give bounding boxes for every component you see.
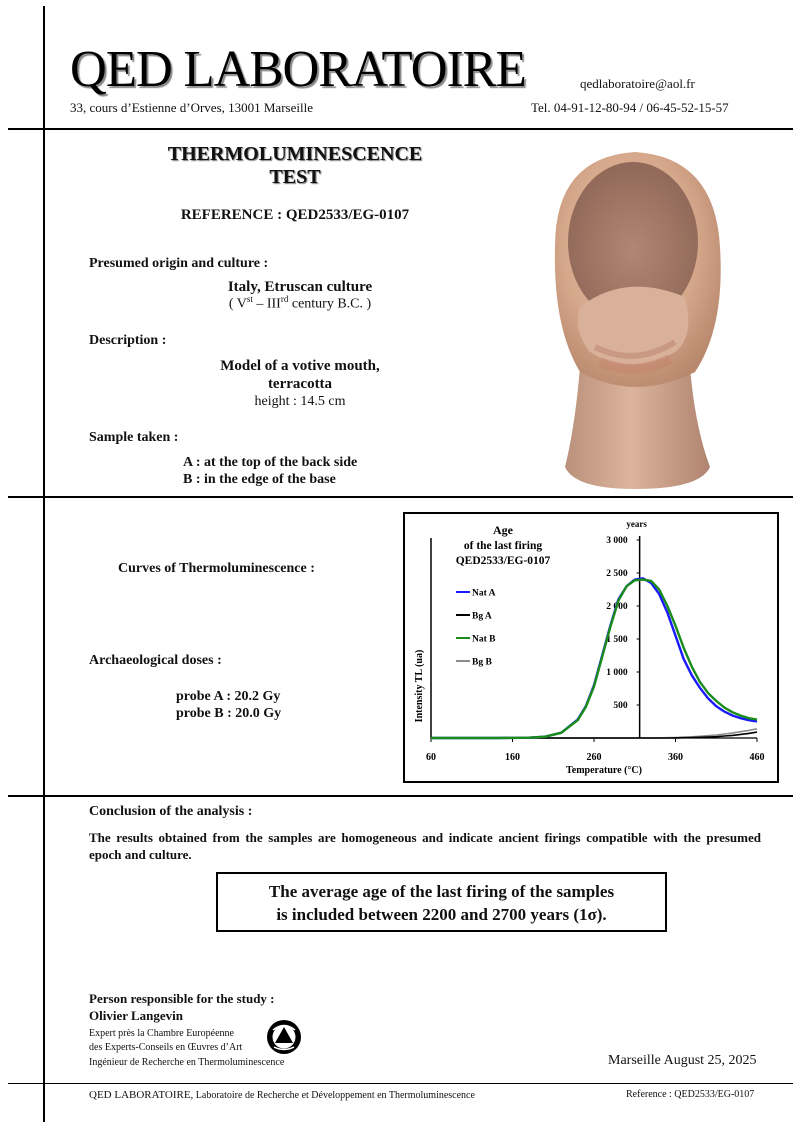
years-axis-label: years — [626, 519, 647, 529]
age-summary-box — [216, 872, 667, 932]
origin-block — [130, 279, 470, 313]
x-tick-label: 260 — [586, 752, 602, 763]
period-close: century B.C. ) — [288, 296, 372, 312]
description-block — [130, 357, 470, 411]
sample-a: A : at the top of the back side — [183, 455, 358, 470]
description-height: height : 14.5 cm — [254, 394, 346, 409]
x-tick-label: 460 — [749, 752, 765, 763]
responsible-label: Person responsible for the study : — [89, 991, 275, 1006]
probe-b-dose: probe B : 20.0 Gy — [176, 706, 282, 721]
section-divider-2 — [8, 795, 793, 797]
origin-period — [130, 294, 470, 313]
footer-reference: Reference : QED2533/EG-0107 — [626, 1089, 755, 1100]
lab-email: qedlaboratoire@aol.fr — [580, 76, 695, 91]
legend-label: Nat A — [472, 588, 496, 599]
description-line2: terracotta — [267, 376, 333, 392]
object-photo — [525, 137, 740, 492]
years-tick-label: 3 000 — [606, 536, 628, 546]
period-mid: – III — [252, 296, 281, 312]
votive-mouth-image — [525, 137, 740, 492]
expert-seal-icon — [265, 1018, 303, 1056]
footer-lab-subtitle: Laboratoire de Recherche et Développement en Thermoluminescence — [193, 1090, 475, 1101]
legend-label: Nat B — [472, 634, 496, 645]
origin-label: Presumed origin and culture : — [89, 256, 269, 271]
tl-chart-plot — [405, 514, 777, 781]
description-line1: Model of a votive mouth, — [220, 358, 380, 374]
conclusion-text: The results obtained from the samples are homogeneous and indicate ancient firings compatible with the presumed epoch and culture. — [89, 830, 761, 862]
chart-title-line: QED2533/EG-0107 — [455, 555, 551, 567]
conclusion-label: Conclusion of the analysis : — [89, 804, 253, 819]
test-title-line2: TEST — [269, 166, 321, 188]
doses-label: Archaeological doses : — [89, 653, 222, 668]
footer-lab — [89, 1089, 475, 1101]
section-divider-1 — [8, 496, 793, 498]
sample-label: Sample taken : — [89, 430, 179, 445]
chart-title-line: of the last firing — [463, 540, 543, 552]
x-tick-label: 60 — [426, 752, 436, 763]
period-sup1: st — [246, 294, 253, 304]
x-tick-label: 360 — [668, 752, 683, 763]
years-tick-label: 1 000 — [606, 668, 628, 678]
summary-line1: The average age of the last firing of the samples — [268, 882, 615, 901]
description-label: Description : — [89, 333, 167, 348]
lab-phone: Tel. 04-91-12-80-94 / 06-45-52-15-57 — [531, 100, 729, 115]
x-axis-label: Temperature (°C) — [566, 765, 642, 776]
period-sup2: rd — [280, 294, 289, 304]
test-title-line1: THERMOLUMINESCENCE — [167, 143, 423, 165]
sample-block — [183, 454, 357, 488]
credential-line2: des Experts-Conseils en Œuvres d’Art — [89, 1042, 243, 1053]
responsible-name: Olivier Langevin — [89, 1008, 184, 1023]
period-open: ( V — [228, 296, 247, 312]
sample-b: B : in the edge of the base — [183, 472, 336, 487]
legend-label: Bg A — [472, 611, 492, 622]
doses-block — [176, 688, 281, 722]
origin-value: Italy, Etruscan culture — [227, 279, 373, 295]
test-title — [130, 143, 460, 189]
credential-line1: Expert près la Chambre Européenne — [89, 1028, 234, 1039]
credentials — [89, 1027, 284, 1070]
margin-vertical-rule — [43, 6, 45, 1122]
years-tick-label: 1 500 — [606, 635, 628, 645]
chart-title-line: Age — [493, 523, 513, 537]
test-reference: REFERENCE : QED2533/EG-0107 — [180, 207, 410, 223]
tl-chart — [403, 512, 779, 783]
years-tick-label: 500 — [613, 701, 628, 711]
place-date: Marseille August 25, 2025 — [608, 1053, 757, 1068]
probe-a-dose: probe A : 20.2 Gy — [176, 689, 281, 704]
lab-title: QED LABORATOIRE — [70, 41, 526, 98]
years-tick-label: 2 500 — [606, 569, 628, 579]
legend-label: Bg B — [472, 657, 492, 668]
x-tick-label: 160 — [505, 752, 520, 763]
signature-block — [89, 990, 275, 1024]
footer-lab-name: QED LABORATOIRE, — [89, 1089, 194, 1101]
curves-label: Curves of Thermoluminescence : — [118, 561, 315, 576]
summary-line2: is included between 2200 and 2700 years (1σ). — [276, 905, 607, 924]
header-divider — [8, 128, 793, 130]
y-axis-label: Intensity TL (ua) — [414, 649, 425, 723]
credential-line3: Ingénieur de Recherche en Thermoluminescence — [89, 1057, 285, 1068]
lab-address: 33, cours d’Estienne d’Orves, 13001 Marseille — [70, 100, 313, 115]
footer-divider — [8, 1083, 793, 1084]
years-tick-label: 2 000 — [606, 602, 628, 612]
